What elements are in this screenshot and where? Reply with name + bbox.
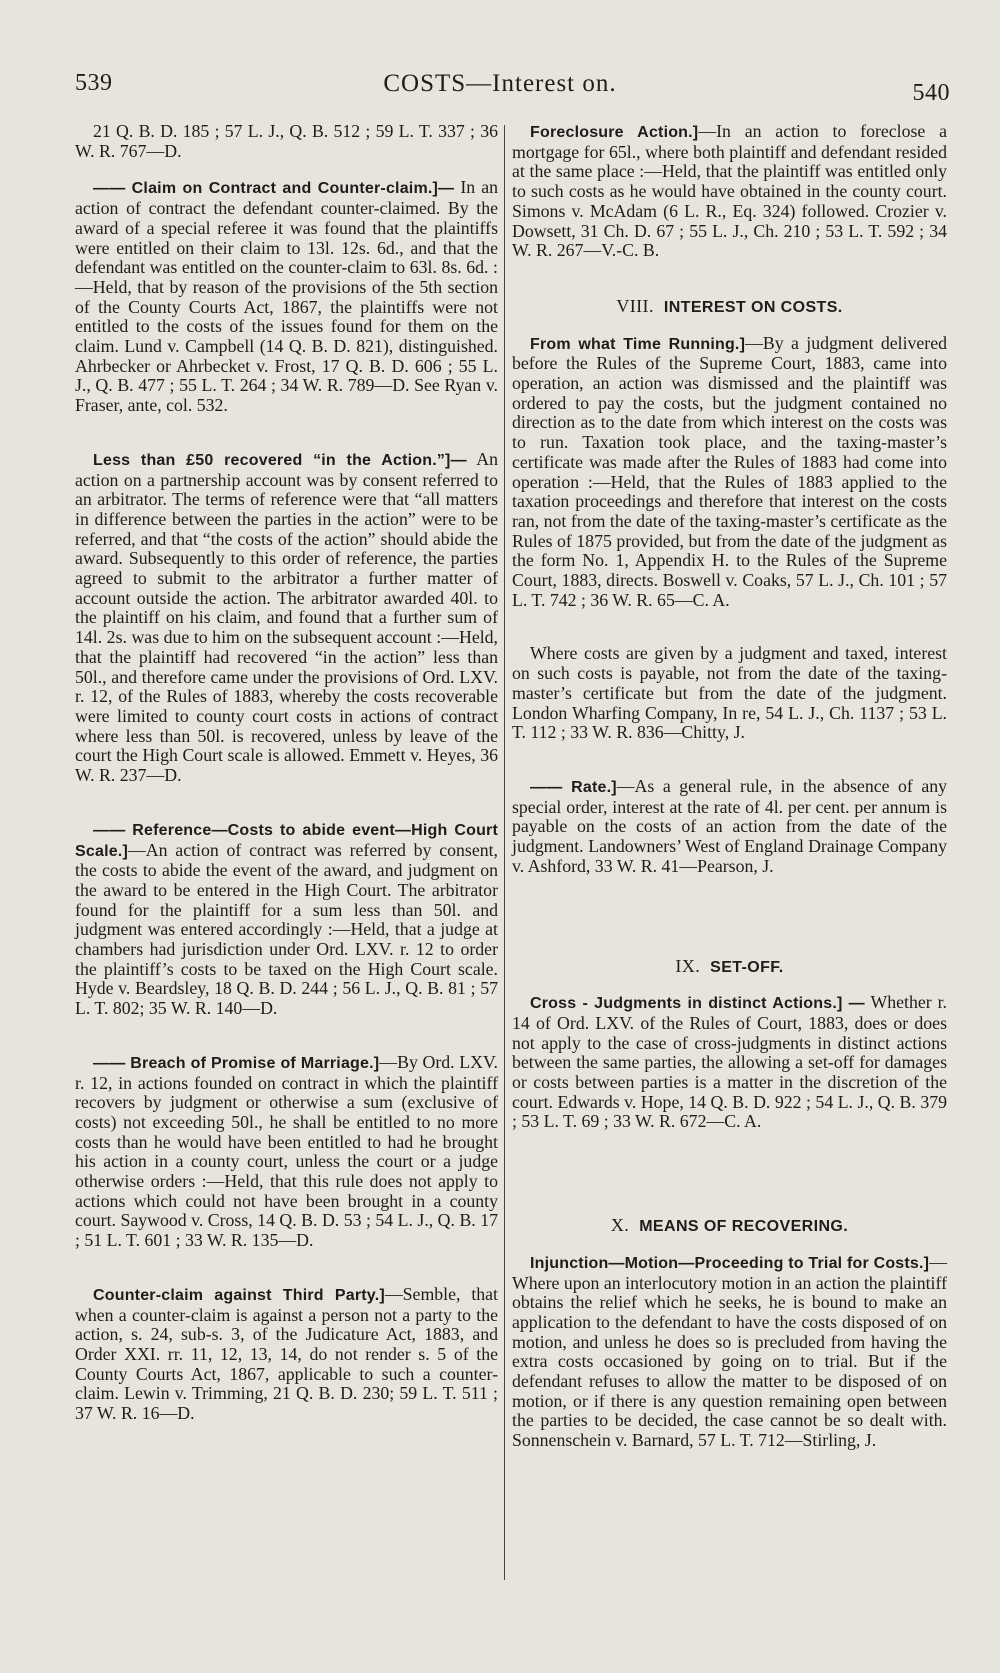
entry-injunction-motion — [512, 1253, 947, 1451]
entry-heading: —— Claim on Contract and Counter-claim.]— — [93, 180, 455, 198]
entry-text: —By Ord. LXV. r. 12, in actions founded on contract in which the plaintiff recovers by judgment or otherwise a sum (exclusive of costs) not exceeding 50l., he shall be entitled to no more costs than he would have been entitled to had he brought his action in a county court, unless the court or a judge otherwise orders :—Held, that this rule does not apply to actions which could not have been brought in a county court. Saywood v. Cross, 14 Q. B. D. 53 ; 54 L. J., Q. B. 17 ; 51 L. T. 601 ; 33 W. R. 135—D. — [75, 1051, 498, 1251]
entry-heading: Less than £50 recovered “in the Action.”]— — [93, 451, 467, 469]
entry-rate — [512, 777, 947, 877]
entry-heading: Cross - Judgments in distinct Actions.] — — [530, 995, 865, 1013]
entry-text: —By a judgment delivered before the Rules of the Supreme Court, 1883, came into operation, an action was dismissed and the plaintiff was ordered to pay the costs, but the judgment contained no direction as to the date from which interest on the costs was to run. Taxation took place, and the taxing-master’s certificate was made after the Rules of 1883 had come into operation :—Held, that the Rules of 1883 applied to the taxation proceedings and therefore that interest on the costs ran, not from the date of the taxing-master’s certificate as the Rules of 1875 provided, but from the date of the judgment as the form No. 1, Appendix H. to the Rules of the Supreme Court, 1883, directs. Boswell v. Coaks, 57 L. J., Ch. 101 ; 57 L. T. 742 ; 36 W. R. 65—C. A. — [512, 332, 948, 610]
column-divider — [504, 125, 505, 1580]
entry-text: Whether r. 14 of Ord. LXV. of the Rules of Court, 1883, does or does not apply to the case of cross-judgments in distinct actions between the same parties, the allowing a set-off for damages or costs between parties is a matter in the discretion of the court. Edwards v. Hope, 14 Q. B. D. 922 ; 54 L. J., Q. B. 379 ; 53 L. T. 69 ; 33 W. R. 672—C. A. — [512, 992, 948, 1132]
section-number: VIII. — [616, 295, 654, 316]
entry-foreclosure-action — [512, 122, 947, 261]
entry-text: —As a general rule, in the absence of any special order, interest at the rate of 4l. per cent. per annum is payable on the costs of an action from the date of the judgment. Landowners’ West of England Drainage Company v. Ashford, 33 W. R. 41—Pearson, J. — [512, 775, 947, 876]
entry-text: —In an action to foreclose a mortgage for 65l., where both plaintiff and defendant resided at the same place :—Held, that the plaintiff was entitled only to such costs as he would have obtained in the county court. Simons v. McAdam (6 L. R., Eq. 324) followed. Crozier v. Dowsett, 31 Ch. D. 67 ; 55 L. J., Ch. 210 ; 53 L. T. 592 ; 34 W. R. 267—V.-C. B. — [512, 121, 948, 261]
entry-breach-of-promise — [75, 1053, 498, 1251]
page-number-left: 539 — [75, 70, 113, 96]
paragraph-costs-taxed: Where costs are given by a judgment and taxed, interest on such costs is payable, not from the date of the taxing-master’s certificate but from the date of the judgment. London Wharfing Company, In re, 54 L. J., Ch. 1137 ; 53 L. T. 112 ; 33 W. R. 836—Chitty, J. — [512, 643, 947, 743]
entry-heading: Counter-claim against Third Party.] — [93, 1286, 385, 1304]
section-title: MEANS OF RECOVERING. — [639, 1218, 849, 1236]
entry-text: —Where upon an interlocutory motion in an action the plaintiff obtains the relief which he seeks, he is bound to make an application to the defendant to have the costs disposed of on motion, and unless he does so is precluded from having the extra costs occasioned by going on to trial. But if the defendant refuses to allow the matter to be disposed of on motion, or if there is any question remaining open between the parties to be decided, the case cannot be so dealt with. Sonnenschein v. Barnard, 57 L. T. 712—Stirling, J. — [512, 1251, 947, 1451]
running-head: COSTS—Interest on. — [383, 70, 617, 97]
section-heading-ix — [512, 957, 947, 978]
entry-heading: —— Reference—Costs to abide event—High Court Scale.] — [75, 821, 498, 860]
entry-text: In an action of contract the defendant counter-claimed. By the award of a special referee it was found that the plaintiffs were entitled on their claim to 13l. 12s. 6d., and that the defendant was entitled on the counter-claim to 63l. 8s. 6d. :—Held, that by reason of the provisions of the 5th section of the County Courts Act, 1867, the plaintiffs were not entitled to the costs of the issues found for them on the claim. Lund v. Campbell (14 Q. B. D. 821), distinguished. Ahrbecker or Ahrbecket v. Frost, 17 Q. B. D. 606 ; 55 L. J., Q. B. 477 ; 55 L. T. 264 ; 34 W. R. 789—D. See Ryan v. Fraser, ante, col. 532. — [75, 177, 498, 416]
section-heading-x — [512, 1216, 947, 1237]
entry-counter-claim-third-party — [75, 1285, 498, 1424]
entry-text: An action on a partnership account was by consent referred to an arbitrator. The terms of reference were that “all matters in difference between the parties in the action” were to be referred, and that “the costs of the action” should abide the award. Subsequently to this order of reference, the parties agreed to submit to the arbitrator a further matter of account outside the action. The arbitrator awarded 40l. to the plaintiff on his claim, and found that a further sum of 14l. 2s. was due to him on the subsequent account :—Held, that the plaintiff had recovered “in the action” less than 50l., and therefore came under the provisions of Ord. LXV. r. 12, of the Rules of 1883, whereby the costs recoverable were limited to county court costs in actions of contract where less than 50l. is recovered, unless by leave of the court the High Court scale is allowed. Emmett v. Heyes, 36 W. R. 237—D. — [75, 448, 498, 786]
section-number: IX. — [675, 955, 701, 976]
entry-heading: From what Time Running.] — [530, 335, 746, 353]
entry-heading: —— Breach of Promise of Marriage.] — [93, 1054, 380, 1072]
entry-text: —Semble, that when a counter-claim is against a person not a party to the action, s. 24, sub-s. 3, of the Judicature Act, 1883, and Order XXI. rr. 11, 12, 13, 14, do not render s. 5 of the County Courts Act, 1867, applicable to such a counter-claim. Lewin v. Trimming, 21 Q. B. D. 230; 59 L. T. 511 ; 37 W. R. 16—D. — [75, 1283, 498, 1424]
right-column — [512, 122, 947, 1451]
entry-reference-costs — [75, 820, 498, 1019]
entry-heading: Foreclosure Action.] — [530, 124, 699, 141]
entry-text: —An action of contract was referred by consent, the costs to abide the event of the award, and judgment on the award to be entered in the High Court. The arbitrator found for the plaintiff for a sum less than 50l. and judgment was entered accordingly :—Held, that a judge at chambers had jurisdiction under Ord. LXV. r. 12 to order the plaintiff’s costs to be taxed on the High Court scale. Hyde v. Beardsley, 18 Q. B. D. 244 ; 56 L. J., Q. B. 81 ; 57 L. T. 802; 35 W. R. 140—D. — [75, 839, 498, 1019]
section-heading-viii — [512, 297, 947, 318]
entry-from-what-time — [512, 334, 947, 611]
section-title: INTEREST ON COSTS. — [663, 298, 843, 316]
entry-less-than-50 — [75, 450, 498, 786]
section-title: SET-OFF. — [710, 958, 784, 976]
entry-claim-counter-claim — [75, 178, 498, 415]
paragraph-citation-continuation: 21 Q. B. D. 185 ; 57 L. J., Q. B. 512 ; 59 L. T. 337 ; 36 W. R. 767—D. — [75, 121, 498, 161]
section-number: X. — [610, 1215, 630, 1236]
entry-heading: —— Rate.] — [530, 778, 617, 796]
entry-cross-judgments — [512, 993, 947, 1132]
page-number-right: 540 — [912, 80, 950, 106]
left-column — [75, 122, 498, 1424]
entry-heading: Injunction—Motion—Proceeding to Trial for Costs.] — [530, 1254, 930, 1272]
